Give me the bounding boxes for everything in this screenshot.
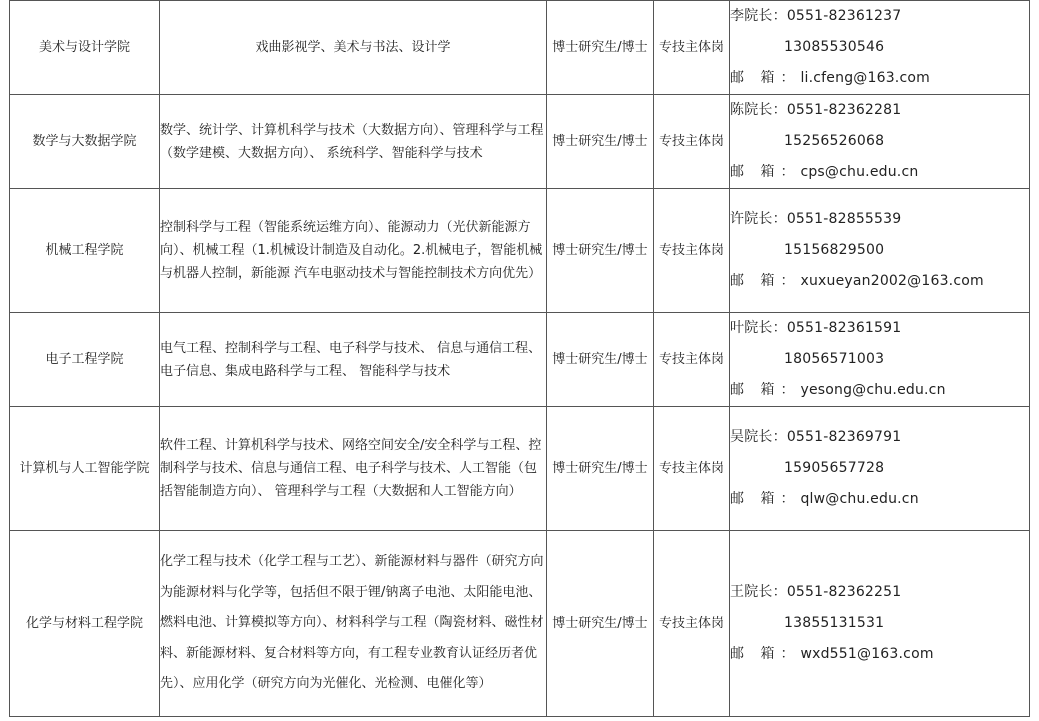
college-cell: 机械工程学院 — [10, 189, 160, 313]
email-label: 邮 箱： — [730, 491, 801, 507]
major-cell: 控制科学与工程（智能系统运维方向）、能源动力（光伏新能源方向）、机械工程（1.机械设计制造及自动化。2.机械电子，智能机械与机器人控制，新能源 汽车电驱动技术与智能控制技术方向优先） — [160, 189, 547, 313]
contact-email-line — [730, 375, 1029, 406]
email-address[interactable]: li.cfeng@163.com — [800, 70, 930, 86]
contact-email-line — [730, 639, 1029, 670]
contact-title: 叶院长： — [730, 320, 787, 336]
contact-title: 许院长： — [730, 211, 787, 227]
degree-cell: 博士研究生/博士 — [547, 189, 654, 313]
phone-number: 0551-82362251 — [786, 584, 902, 600]
post-cell: 专技主体岗 — [654, 1, 730, 95]
contact-phone-line — [730, 422, 1029, 453]
post-cell: 专技主体岗 — [654, 189, 730, 313]
contact-cell — [730, 407, 1030, 531]
email-address[interactable]: cps@chu.edu.cn — [800, 164, 919, 180]
email-label: 邮 箱： — [730, 646, 801, 662]
phone-number: 0551-82361591 — [786, 320, 902, 336]
table-row — [10, 407, 1030, 531]
email-label: 邮 箱： — [730, 164, 801, 180]
post-cell: 专技主体岗 — [654, 313, 730, 407]
mobile-number: 15156829500 — [784, 242, 885, 258]
contact-cell — [730, 189, 1030, 313]
email-address[interactable]: xuxueyan2002@163.com — [800, 273, 984, 289]
major-cell: 数学、统计学、计算机科学与技术（大数据方向）、管理科学与工程（数学建模、大数据方向）、 系统科学、智能科学与技术 — [160, 95, 547, 189]
college-cell: 数学与大数据学院 — [10, 95, 160, 189]
mobile-number: 13855131531 — [784, 615, 885, 631]
post-cell: 专技主体岗 — [654, 407, 730, 531]
post-cell: 专技主体岗 — [654, 531, 730, 717]
table-row — [10, 95, 1030, 189]
college-cell: 美术与设计学院 — [10, 1, 160, 95]
email-label: 邮 箱： — [730, 70, 801, 86]
table-row — [10, 1, 1030, 95]
contact-title: 吴院长： — [730, 429, 787, 445]
table-row — [10, 189, 1030, 313]
email-address[interactable]: yesong@chu.edu.cn — [800, 382, 946, 398]
email-address[interactable]: wxd551@163.com — [800, 646, 934, 662]
phone-number: 0551-82369791 — [786, 429, 902, 445]
contact-email-line — [730, 63, 1029, 94]
contact-title: 陈院长： — [730, 102, 787, 118]
contact-cell — [730, 531, 1030, 717]
phone-number: 0551-82362281 — [786, 102, 902, 118]
recruitment-table — [9, 0, 1030, 717]
major-cell: 电气工程、控制科学与工程、电子科学与技术、 信息与通信工程、电子信息、集成电路科学与工程、 智能科学与技术 — [160, 313, 547, 407]
contact-phone-line — [730, 204, 1029, 235]
major-cell: 戏曲影视学、美术与书法、设计学 — [160, 1, 547, 95]
phone-number: 0551-82361237 — [786, 8, 902, 24]
email-label: 邮 箱： — [730, 273, 801, 289]
contact-title: 李院长： — [730, 8, 787, 24]
major-cell: 化学工程与技术（化学工程与工艺）、新能源材料与器件（研究方向为能源材料与化学等，包括但不限于锂/钠离子电池、太阳能电池、燃料电池、计算模拟等方向）、材料科学与工程（陶瓷材料、磁性材料、新能源材料、复合材料等方向，有工程专业教育认证经历者优先）、应用化学（研究方向为光催化、光检测、电催化等） — [160, 531, 547, 717]
contact-cell — [730, 313, 1030, 407]
phone-number: 0551-82855539 — [786, 211, 902, 227]
post-cell: 专技主体岗 — [654, 95, 730, 189]
contact-title: 王院长： — [730, 584, 787, 600]
major-cell: 软件工程、计算机科学与技术、网络空间安全/安全科学与工程、控制科学与技术、信息与通信工程、电子科学与技术、人工智能（包括智能制造方向）、 管理科学与工程（大数据和人工智能方向） — [160, 407, 547, 531]
college-cell: 计算机与人工智能学院 — [10, 407, 160, 531]
contact-email-line — [730, 157, 1029, 188]
email-label: 邮 箱： — [730, 382, 801, 398]
contact-phone-line — [730, 95, 1029, 126]
mobile-number: 15905657728 — [784, 460, 885, 476]
degree-cell: 博士研究生/博士 — [547, 407, 654, 531]
college-cell: 电子工程学院 — [10, 313, 160, 407]
mobile-number: 15256526068 — [784, 133, 885, 149]
table-row — [10, 313, 1030, 407]
contact-cell — [730, 1, 1030, 95]
degree-cell: 博士研究生/博士 — [547, 531, 654, 717]
degree-cell: 博士研究生/博士 — [547, 95, 654, 189]
contact-phone-line — [730, 313, 1029, 344]
degree-cell: 博士研究生/博士 — [547, 1, 654, 95]
mobile-number: 18056571003 — [784, 351, 885, 367]
contact-email-line — [730, 484, 1029, 515]
contact-phone-line — [730, 1, 1029, 32]
contact-email-line — [730, 266, 1029, 297]
contact-cell — [730, 95, 1030, 189]
college-cell: 化学与材料工程学院 — [10, 531, 160, 717]
degree-cell: 博士研究生/博士 — [547, 313, 654, 407]
email-address[interactable]: qlw@chu.edu.cn — [800, 491, 919, 507]
contact-phone-line — [730, 577, 1029, 608]
mobile-number: 13085530546 — [784, 39, 885, 55]
table-row — [10, 531, 1030, 717]
